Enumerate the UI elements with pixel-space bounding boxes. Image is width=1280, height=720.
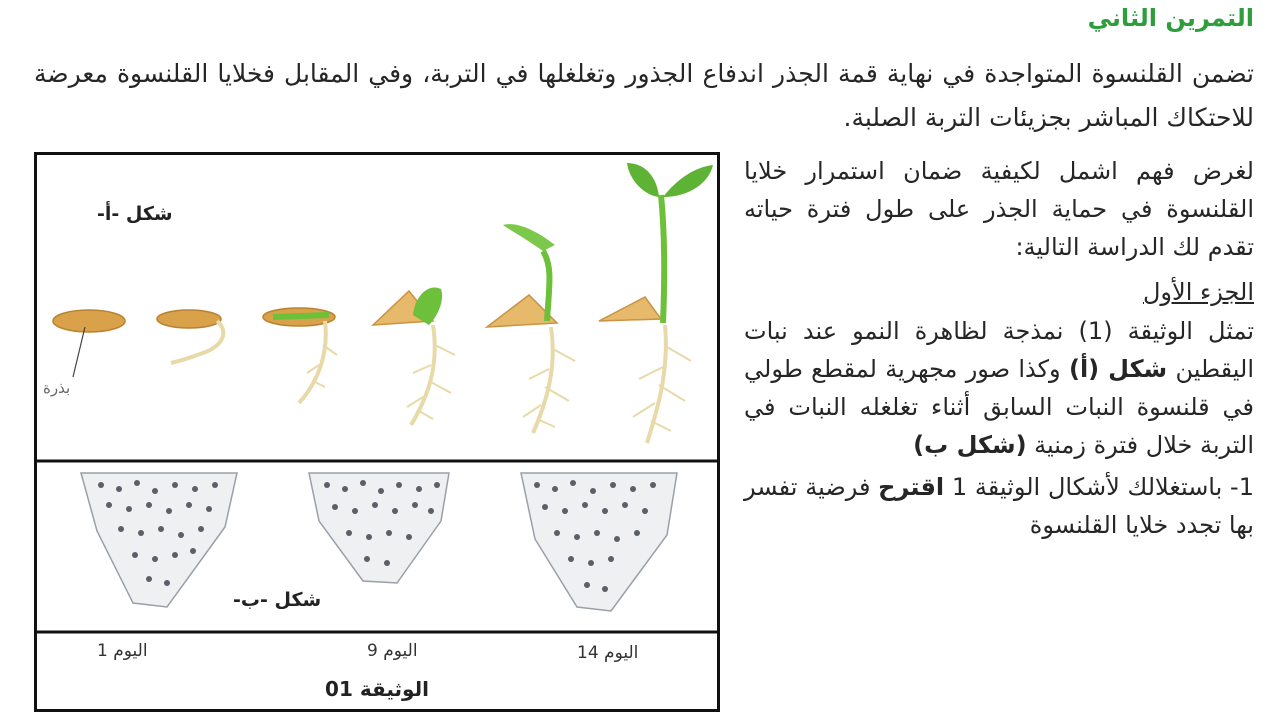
- document-illustration: [37, 155, 717, 709]
- question-number: 1-: [1222, 473, 1254, 501]
- germination-stage-6: [599, 163, 713, 443]
- study-text: [744, 152, 1254, 544]
- root-cap-section-day-9: [309, 473, 449, 583]
- doc-desc-1: تمثل الوثيقة (1) نمذجة لظاهرة النمو عند نبات اليقطين: [744, 317, 1255, 383]
- germination-stage-1: [53, 310, 125, 377]
- document-description: [744, 312, 1254, 464]
- question-1: [744, 468, 1254, 544]
- doc-desc-fig-b: (شكل ب): [913, 431, 1027, 459]
- intro-paragraph: تضمن القلنسوة المتواجدة في نهاية قمة الجذر اندفاع الجذور وتغلغلها في التربة، وفي المقابل فخلايا القلنسوة معرضة للاحتكاك المباشر بجزيئات التربة الصلبة.: [34, 59, 1254, 132]
- document-1-figure: [34, 152, 720, 712]
- question-text-1: باستغلالك لأشكال الوثيقة 1: [951, 473, 1223, 501]
- doc-desc-fig-a: شكل (أ): [1068, 355, 1168, 383]
- germination-stage-4: [373, 287, 455, 425]
- day-label-14: اليوم 14: [577, 643, 639, 663]
- lead-paragraph: لغرض فهم اشمل لكيفية ضمان استمرار خلايا القلنسوة في حماية الجذر على طول فترة حياته تقدم لك الدراسة التالية:: [744, 157, 1254, 261]
- figure-a-label: شكل -أ-: [97, 203, 173, 225]
- question-verb: اقترح: [878, 473, 945, 501]
- seed-label: بذرة: [43, 379, 71, 397]
- question-text-2: فرضية تفسر بها تجدد خلايا القلنسوة: [744, 473, 1254, 539]
- germination-stage-5: [487, 224, 575, 433]
- germination-stage-3: [263, 308, 337, 403]
- part-title: الجزء الأول: [1142, 278, 1254, 306]
- germination-stage-2: [157, 310, 223, 363]
- day-label-1: اليوم 1: [97, 641, 148, 661]
- root-cap-section-day-14: [521, 473, 677, 611]
- root-cap-section-day-1: [81, 473, 237, 607]
- figure-b-label: شكل -ب-: [233, 589, 322, 611]
- day-label-9: اليوم 9: [367, 641, 418, 661]
- doc-desc-2: وكذا صور مجهرية لمقطع طولي في قلنسوة النبات السابق أثناء تغلغله النبات في التربة خلال فترة زمنية: [744, 355, 1254, 459]
- exercise-title: التمرين الثاني: [1087, 4, 1254, 32]
- document-caption: الوثيقة 01: [325, 677, 429, 701]
